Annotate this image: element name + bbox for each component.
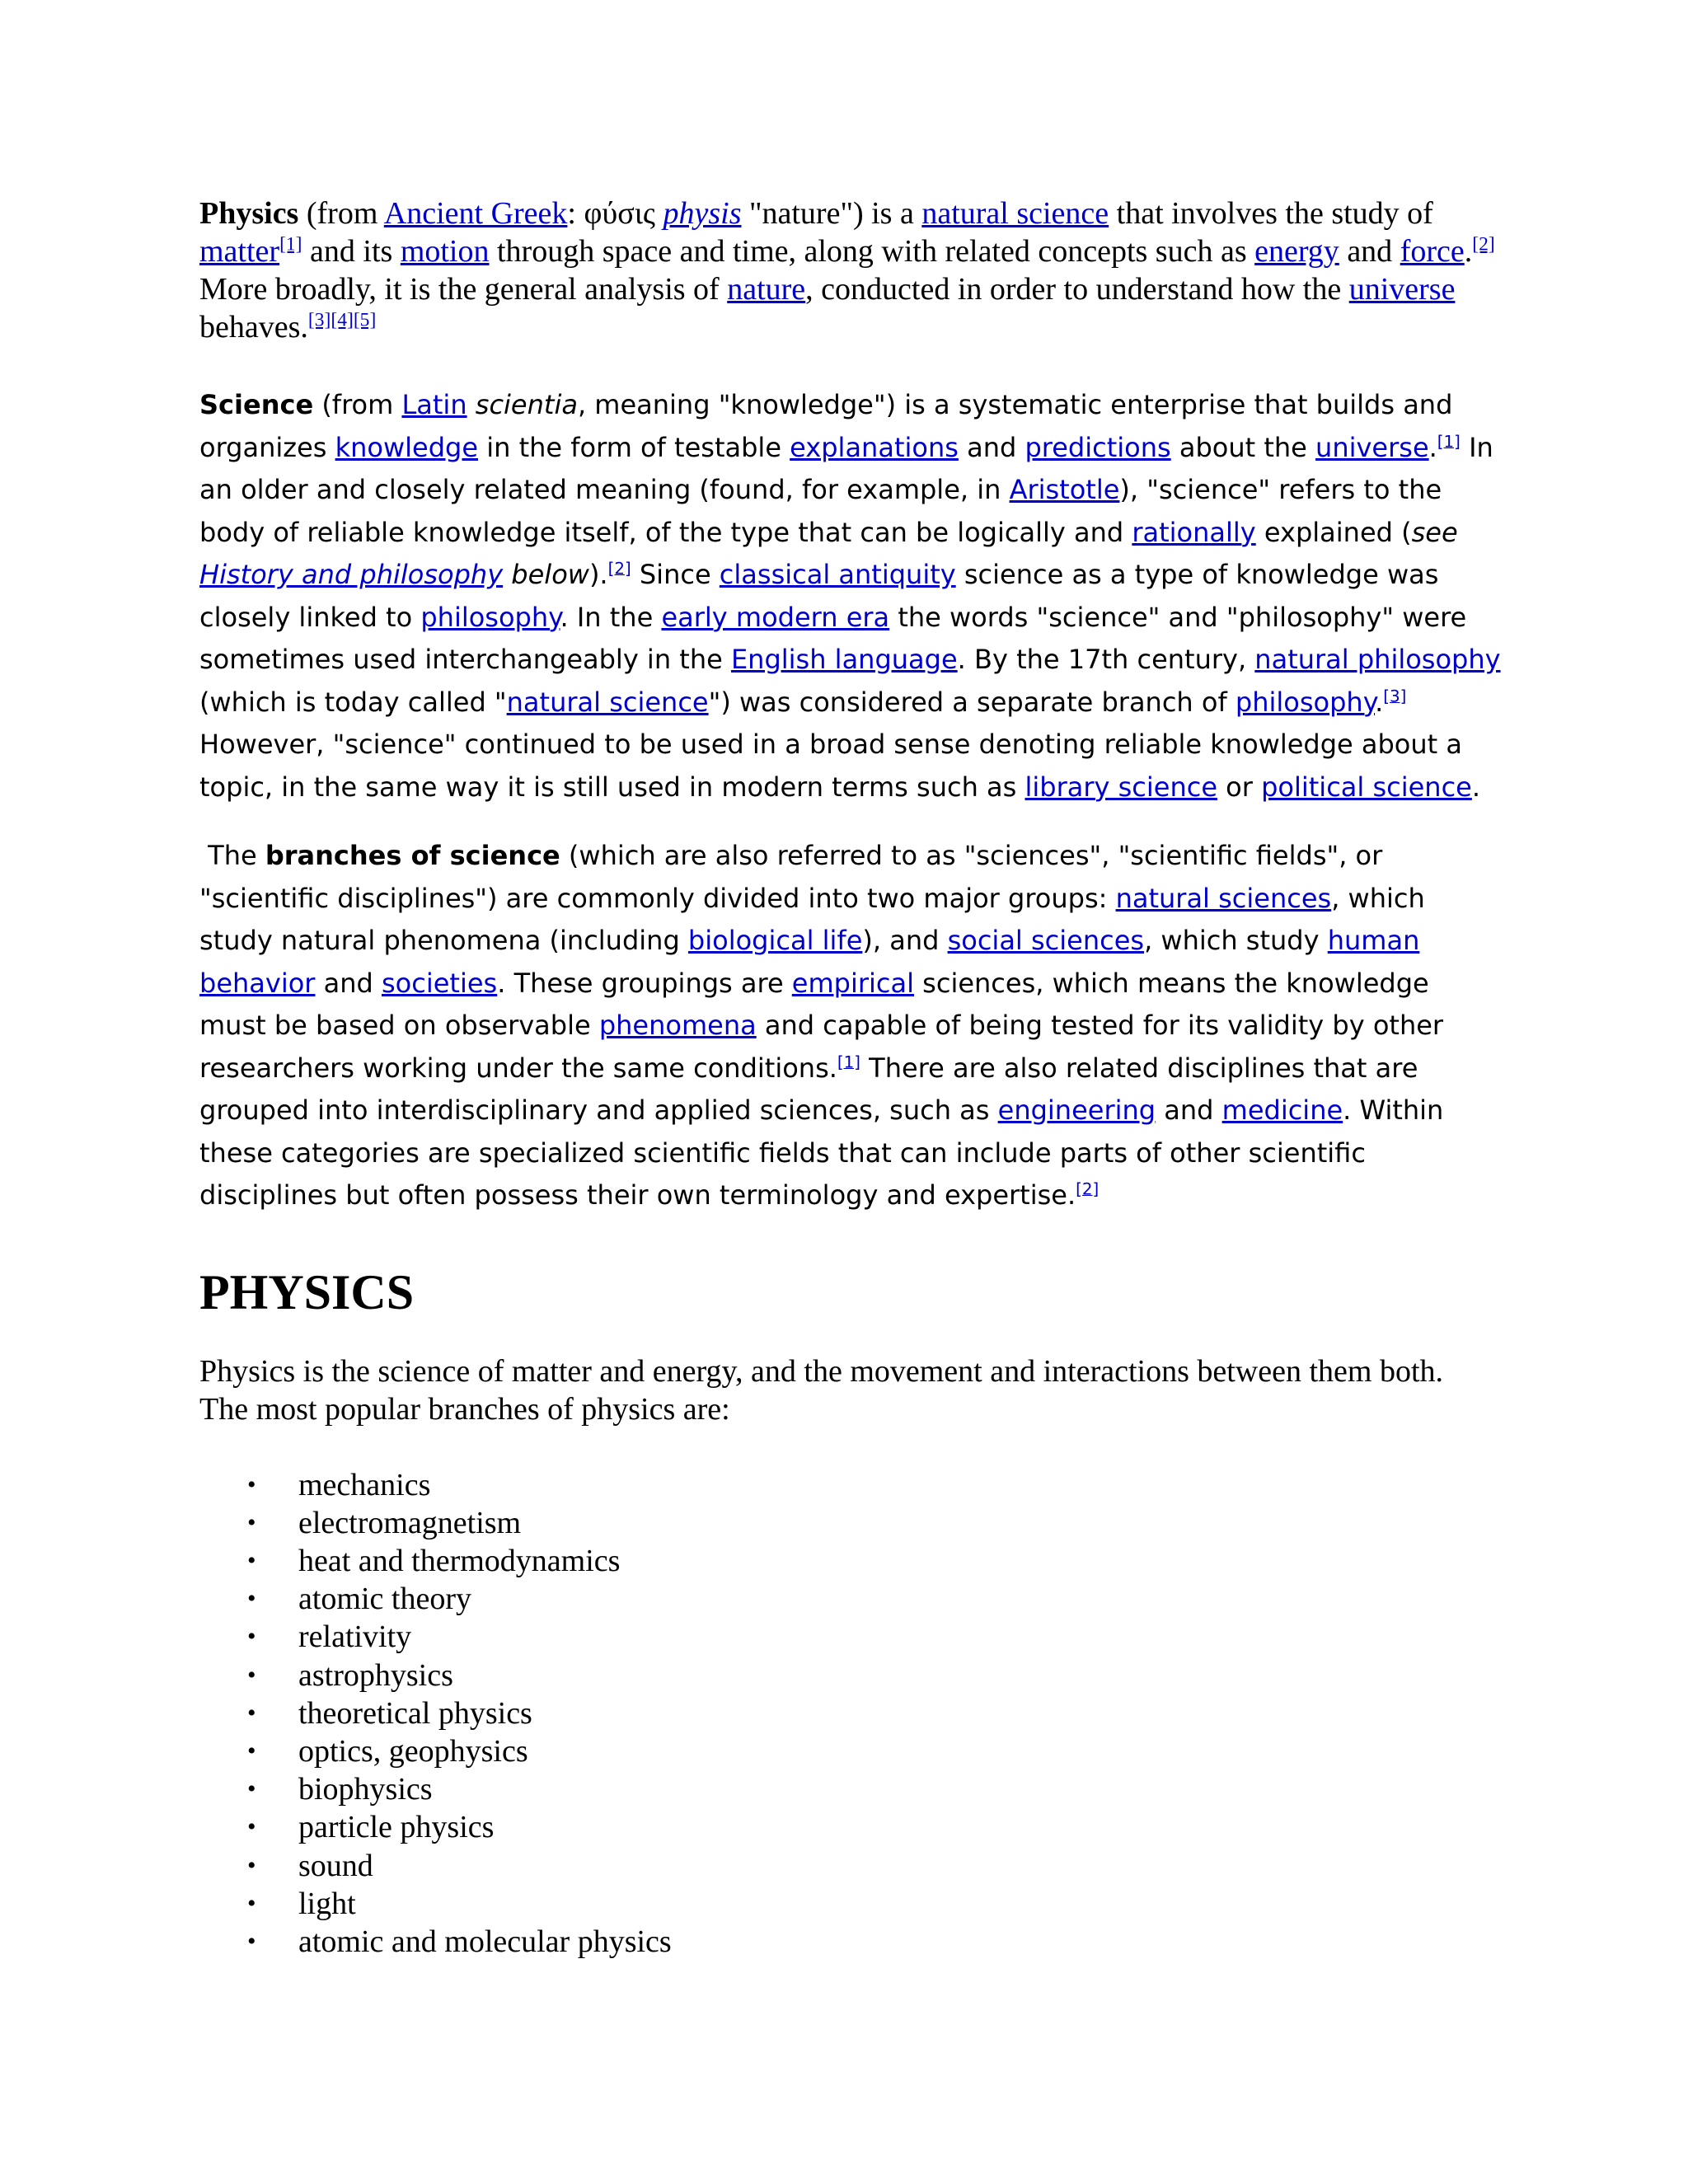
link-universe[interactable]: universe: [1348, 272, 1456, 307]
branch-label: biophysics: [298, 1772, 433, 1807]
branches-paragraph: The branches of science (which are also referred to as "sciences", "scientific fields", or "scientific disciplines") are commonly divided into two major groups: natural sciences, which study natural phenomena (including biological life), and social sciences, which study human behavior and societies. These groupings are empirical sciences, which means the knowledge must be based on observable phenomena and capable of being tested for its validity by other researchers working under the same conditions.[1] There are also related disciplines that are grouped into interdisciplinary and applied sciences, such as engineering and medicine. Within these categories are specialized scientific fields that can include parts of other scientific disciplines but often possess their own terminology and expertise.[2]: [199, 840, 1444, 1211]
link-natural-science[interactable]: natural science: [506, 686, 709, 718]
link-nature[interactable]: nature: [727, 272, 806, 307]
list-item: [199, 1580, 1502, 1618]
link-natural-philosophy[interactable]: natural philosophy: [1254, 644, 1501, 675]
bullet-icon: •: [247, 1508, 256, 1536]
bullet-icon: •: [247, 1699, 256, 1727]
link-early-modern-era[interactable]: early modern era: [661, 601, 890, 633]
list-item: [199, 1466, 1502, 1504]
link-philosophy[interactable]: philosophy: [420, 601, 560, 633]
link-latin[interactable]: Latin: [401, 389, 467, 420]
branches-intro: The most popular branches of physics are:: [199, 1391, 730, 1427]
list-item: [199, 1694, 1502, 1732]
branch-label: particle physics: [298, 1810, 495, 1845]
citation-ref[interactable]: [1]: [837, 1052, 860, 1071]
list-item: [199, 1885, 1502, 1923]
link-natural-sciences[interactable]: natural sciences: [1115, 882, 1332, 914]
bullet-icon: •: [247, 1889, 256, 1917]
link-ancient-greek[interactable]: Ancient Greek: [383, 196, 568, 231]
link-library-science[interactable]: library science: [1025, 771, 1217, 803]
citation-ref[interactable]: [1]: [279, 233, 302, 255]
citation-ref[interactable]: [3]: [1383, 686, 1407, 705]
physics-branches-list: [199, 1466, 1502, 1961]
science-paragraph: Science (from Latin scientia, meaning "knowledge") is a systematic enterprise that builds and organizes knowledge in the form of testable explanations and predictions about the universe.[1] In an older and closely related meaning (found, for example, in Aristotle), "science" refers to the body of reliable knowledge itself, of the type that can be logically and rationally explained (see History and philosophy below).[2] Since classical antiquity science as a type of knowledge was closely linked to philosophy. In the early modern era the words "science" and "philosophy" were sometimes used interchangeably in the English language. By the 17th century, natural philosophy (which is today called "natural science") was considered a separate branch of philosophy.[3] However, "science" continued to be used in a broad sense denoting reliable knowledge about a topic, in the same way it is still used in modern terms such as library science or political science.: [199, 389, 1501, 803]
link-social-sciences[interactable]: social sciences: [947, 925, 1145, 956]
scientia-term: scientia: [475, 389, 578, 420]
bullet-icon: •: [247, 1927, 256, 1955]
link-societies[interactable]: societies: [382, 967, 498, 999]
bullet-icon: •: [247, 1546, 256, 1574]
branch-label: atomic theory: [298, 1582, 471, 1617]
bullet-icon: •: [247, 1775, 256, 1803]
branch-label: optics, geophysics: [298, 1733, 528, 1769]
branch-label: astrophysics: [298, 1657, 453, 1693]
bullet-icon: •: [247, 1813, 256, 1841]
branch-label: atomic and molecular physics: [298, 1924, 672, 1959]
science-term: Science: [199, 389, 314, 420]
list-item: [199, 1618, 1502, 1656]
list-item: [199, 1504, 1502, 1542]
link-political-science[interactable]: political science: [1261, 771, 1472, 803]
citation-ref[interactable]: [1]: [1437, 431, 1461, 451]
link-motion[interactable]: motion: [400, 234, 490, 269]
link-classical-antiquity[interactable]: classical antiquity: [719, 559, 956, 590]
branch-label: mechanics: [298, 1467, 431, 1502]
bullet-icon: •: [247, 1661, 256, 1689]
list-item: [199, 1732, 1502, 1770]
list-item: [199, 1808, 1502, 1846]
bullet-icon: •: [247, 1585, 256, 1613]
link-medicine[interactable]: medicine: [1221, 1094, 1343, 1126]
link-engineering[interactable]: engineering: [997, 1094, 1156, 1126]
link-energy[interactable]: energy: [1254, 234, 1339, 269]
link-matter[interactable]: matter: [199, 234, 280, 269]
citation-ref[interactable]: [4]: [331, 309, 354, 331]
link-human-behavior[interactable]: human behavior: [199, 925, 1420, 999]
physics-paragraph: Physics (from Ancient Greek: φύσις physis "nature") is a natural science that involves the study of matter[1] and its motion through space and time, along with related concepts such as energy and force.[2] More broadly, it is the general analysis of nature, conducted in order to understand how the universe behaves.[3][4][5]: [199, 196, 1495, 344]
list-item: [199, 1657, 1502, 1694]
bullet-icon: •: [247, 1851, 256, 1879]
list-item: [199, 1542, 1502, 1580]
link-aristotle[interactable]: Aristotle: [1009, 474, 1120, 505]
link-rationally[interactable]: rationally: [1132, 516, 1256, 548]
list-item: [199, 1770, 1502, 1808]
branch-label: electromagnetism: [298, 1505, 522, 1540]
physics-term: Physics: [199, 196, 299, 231]
list-item: [199, 1847, 1502, 1885]
branch-label: heat and thermodynamics: [298, 1543, 621, 1578]
link-explanations[interactable]: explanations: [790, 431, 959, 463]
citation-ref[interactable]: [3]: [307, 309, 331, 331]
bullet-icon: •: [247, 1736, 256, 1765]
link-phenomena[interactable]: phenomena: [598, 1010, 757, 1041]
citation-ref[interactable]: [2]: [607, 559, 631, 579]
link-english-language[interactable]: English language: [730, 644, 958, 675]
link-biological-life[interactable]: biological life: [687, 925, 863, 956]
bullet-icon: •: [247, 1470, 256, 1498]
link-natural-science[interactable]: natural science: [921, 196, 1109, 231]
link-universe[interactable]: universe: [1315, 431, 1429, 463]
list-item: [199, 1923, 1502, 1961]
branch-label: relativity: [298, 1619, 412, 1655]
link-empirical[interactable]: empirical: [791, 967, 914, 999]
citation-ref[interactable]: [2]: [1076, 1179, 1100, 1199]
physics-definition: Physics is the science of matter and energy, and the movement and interactions between them both. The most popular branches of physics are:: [199, 1353, 1443, 1427]
link-predictions[interactable]: predictions: [1025, 431, 1171, 463]
physics-heading: PHYSICS: [199, 1264, 415, 1319]
citation-ref[interactable]: [2]: [1472, 233, 1495, 255]
branch-label: theoretical physics: [298, 1695, 532, 1731]
branches-term: branches of science: [265, 840, 560, 871]
link-force[interactable]: force: [1400, 234, 1465, 269]
link-knowledge[interactable]: knowledge: [335, 431, 479, 463]
branch-label: sound: [298, 1848, 373, 1883]
branch-label: light: [298, 1886, 356, 1921]
link-philosophy[interactable]: philosophy: [1235, 686, 1376, 718]
link-history-and-philosophy[interactable]: History and philosophy: [199, 559, 504, 590]
link-physis[interactable]: physis: [663, 196, 742, 231]
document-page: [199, 194, 1502, 1961]
citation-ref[interactable]: [5]: [353, 309, 377, 331]
bullet-icon: •: [247, 1623, 256, 1651]
